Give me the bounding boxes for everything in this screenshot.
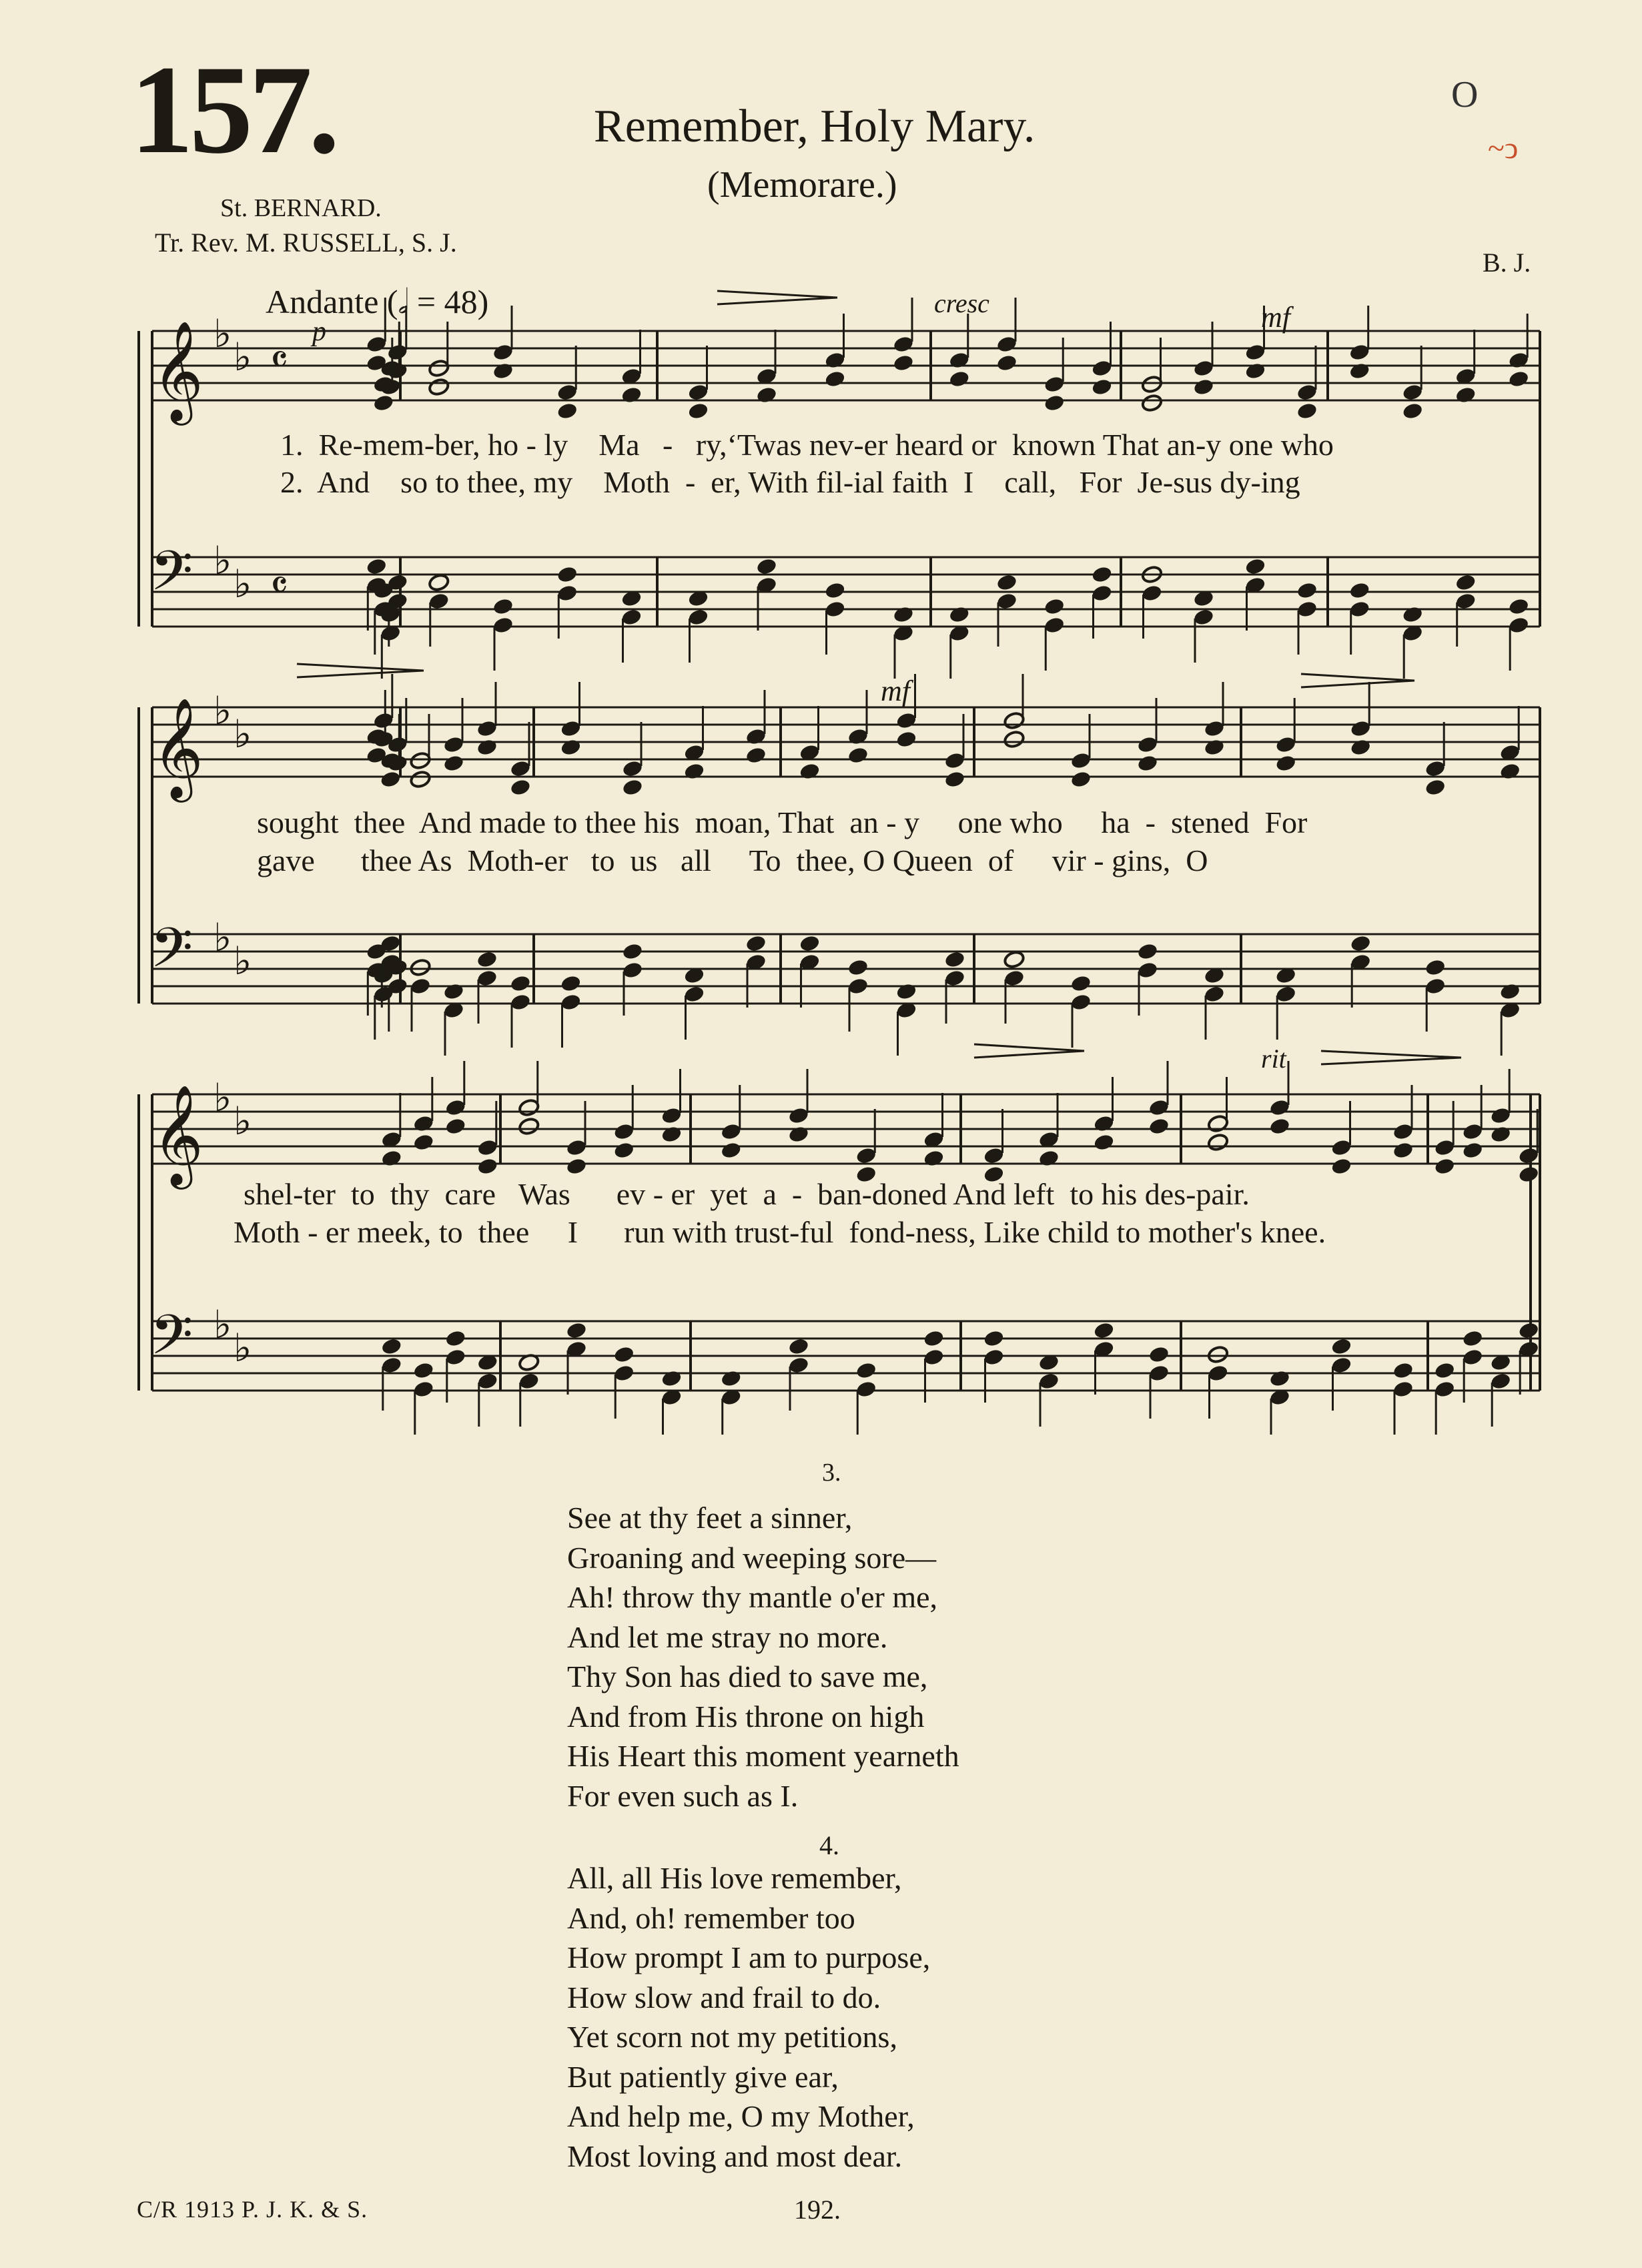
lyrics-system1-verse2: 2. And so to thee, my Moth - er, With fil-ial faith I call, For Je-sus dy-ing — [280, 465, 1300, 499]
note-bass-47 — [892, 605, 914, 624]
key-flat-1d: ♭ — [234, 562, 252, 606]
note-treble-122 — [476, 738, 498, 757]
note-bass-143 — [745, 934, 767, 953]
hairpin-3-lower — [1301, 681, 1414, 687]
note-treble-238 — [923, 1149, 945, 1168]
note-treble-58 — [1044, 394, 1066, 412]
bass-clef-3: 𝄢 — [150, 1302, 193, 1381]
note-treble-130 — [560, 738, 582, 757]
note-treble-142 — [745, 746, 767, 765]
note-treble-74 — [1244, 362, 1266, 380]
hairpin-4-lower — [974, 1051, 1084, 1058]
note-treble-246 — [1038, 1149, 1060, 1168]
note-treble-62 — [1091, 378, 1113, 396]
time-signature-bass: 𝄴 — [270, 562, 288, 609]
note-bass-87 — [1402, 605, 1424, 624]
note-treble-86 — [1402, 402, 1424, 420]
note-bass-79 — [1296, 581, 1318, 600]
note-treble-134 — [621, 778, 643, 797]
key-flat-3c: ♭ — [214, 1303, 232, 1347]
note-treble-158 — [943, 770, 965, 789]
note-treble-230 — [787, 1125, 809, 1144]
note-treble-114 — [409, 770, 431, 789]
note-bass-159 — [943, 950, 965, 969]
stanza-4-number: 4. — [819, 1830, 839, 1860]
note-treble-206 — [476, 1157, 498, 1176]
note-bass-131 — [560, 974, 582, 993]
note-treble-118 — [442, 754, 464, 773]
note-treble-146 — [799, 762, 821, 781]
note-bass-235 — [855, 1361, 877, 1380]
time-signature-treble: 𝄴 — [270, 337, 288, 384]
note-bass-91 — [1455, 573, 1477, 592]
note-bass-95 — [1508, 597, 1530, 616]
treble-clef-1: 𝄞 — [152, 320, 203, 421]
note-bass-27 — [556, 565, 578, 584]
note-bass-263 — [1268, 1369, 1290, 1388]
note-treble-250 — [1093, 1133, 1115, 1152]
hymn-subtitle: (Memorare.) — [707, 164, 897, 206]
key-flat-1c: ♭ — [214, 539, 232, 583]
key-flat-3a: ♭ — [214, 1076, 232, 1120]
note-bass-187 — [1424, 958, 1447, 977]
note-treble-258 — [1207, 1133, 1229, 1152]
note-treble-270 — [1392, 1141, 1414, 1160]
note-treble-154 — [895, 730, 917, 749]
note-treble-198 — [412, 1133, 434, 1152]
note-treble-42 — [824, 370, 846, 388]
note-treble-34 — [687, 402, 709, 420]
note-bass-39 — [755, 557, 777, 576]
note-bass-287 — [1518, 1321, 1540, 1340]
note-treble-126 — [509, 778, 531, 797]
note-bass-227 — [720, 1369, 742, 1388]
treble-clef-2: 𝄞 — [152, 697, 203, 798]
key-flat-2c: ♭ — [214, 916, 232, 960]
note-bass-231 — [787, 1337, 809, 1356]
note-treble-222 — [661, 1125, 683, 1144]
hairpin-1-lower — [717, 298, 837, 304]
note-treble-162 — [1003, 730, 1025, 749]
hairpin-2-upper — [297, 664, 424, 671]
dynamic-rit: rit — [1261, 1044, 1286, 1074]
pencil-circle-mark: O — [1451, 74, 1479, 115]
composer-credit: B. J. — [1483, 248, 1531, 278]
lyrics-system2-verse1: sought thee And made to thee his moan, That an - y one who ha - stened For — [257, 805, 1308, 839]
note-bass-191 — [1499, 982, 1521, 1001]
red-ink-mark: ~ↄ — [1488, 131, 1519, 165]
lyrics-system1-verse1: 1. Re-mem-ber, ho - ly Ma - ry,‘Twas nev-er heard or known That an-y one who — [280, 428, 1334, 462]
note-treble-174 — [1203, 738, 1225, 757]
copyright-notice: C/R 1913 P. J. K. & S. — [137, 2196, 368, 2223]
note-treble-22 — [492, 362, 514, 380]
note-treble-210 — [518, 1117, 540, 1136]
translator-credit: Tr. Rev. M. RUSSELL, S. J. — [155, 228, 457, 258]
author-credit: St. BERNARD. — [220, 194, 382, 222]
note-bass-255 — [1148, 1345, 1170, 1364]
note-bass-127 — [509, 974, 531, 993]
note-bass-183 — [1350, 934, 1372, 953]
note-bass-239 — [923, 1329, 945, 1348]
hairpin-2-lower — [297, 671, 424, 677]
hairpin-3-upper — [1301, 674, 1414, 681]
note-treble-286 — [1518, 1165, 1540, 1184]
note-bass-75 — [1244, 557, 1266, 576]
note-treble-50 — [948, 370, 970, 388]
note-treble-218 — [613, 1141, 635, 1160]
lyrics-system3-verse1: shel-ter to thy care Was ev - er yet a - ban-doned And left to his des-pair. — [244, 1177, 1250, 1211]
key-flat-1b: ♭ — [234, 336, 252, 379]
note-treble-30 — [621, 386, 643, 404]
note-treble-166 — [1070, 770, 1092, 789]
bass-clef-1: 𝄢 — [150, 538, 193, 617]
note-treble-38 — [755, 386, 777, 404]
note-treble-54 — [995, 354, 1017, 372]
bass-clef-2: 𝄢 — [150, 915, 193, 994]
note-treble-282 — [1490, 1125, 1512, 1144]
note-treble-18 — [428, 378, 450, 396]
note-bass-83 — [1348, 581, 1370, 600]
note-bass-59 — [1044, 597, 1066, 616]
note-treble-138 — [683, 762, 705, 781]
note-bass-203 — [444, 1329, 466, 1348]
hairpin-1-upper — [717, 291, 837, 298]
note-bass-271 — [1392, 1361, 1414, 1380]
note-treble-90 — [1455, 386, 1477, 404]
note-treble-202 — [444, 1117, 466, 1136]
dynamic-cresc: cresc — [934, 288, 989, 318]
dynamic-mf-2: mf — [881, 675, 910, 707]
note-bass-195 — [380, 1337, 402, 1356]
note-treble-26 — [556, 402, 578, 420]
note-bass-259 — [1207, 1345, 1229, 1364]
note-treble-78 — [1296, 402, 1318, 420]
note-bass-219 — [613, 1345, 635, 1364]
hairpin-5-lower — [1321, 1058, 1461, 1064]
note-bass-119 — [442, 982, 464, 1001]
dynamic-mf-1: mf — [1261, 301, 1290, 334]
key-flat-2d: ♭ — [234, 939, 252, 983]
stanza-3-number: 3. — [822, 1459, 841, 1487]
note-bass-123 — [476, 950, 498, 969]
note-bass-63 — [1091, 565, 1113, 584]
note-bass-23 — [492, 597, 514, 616]
note-bass-167 — [1070, 974, 1092, 993]
key-flat-3b: ♭ — [234, 1100, 252, 1143]
note-treble-254 — [1148, 1117, 1170, 1136]
treble-clef-3: 𝄞 — [152, 1084, 203, 1185]
note-treble-278 — [1462, 1141, 1484, 1160]
note-treble-66 — [1141, 394, 1163, 412]
note-bass-55 — [995, 573, 1017, 592]
note-treble-262 — [1268, 1117, 1290, 1136]
note-treble-182 — [1350, 738, 1372, 757]
stanza-4-text: All, all His love remember, And, oh! remember too How prompt I am to purpose, How slow and frail to do. Yet scorn not my petitions, But patiently give ear, And help me, O my Mother, Most loving and most dear. — [567, 1861, 931, 2173]
note-bass-215 — [565, 1321, 587, 1340]
note-bass-199 — [412, 1361, 434, 1380]
note-treble-70 — [1192, 378, 1214, 396]
hairpin-5-upper — [1321, 1051, 1461, 1058]
note-bass-243 — [983, 1329, 1005, 1348]
note-bass-275 — [1434, 1361, 1456, 1380]
note-bass-163 — [1003, 950, 1025, 969]
hymn-number: 157. — [130, 40, 336, 180]
note-treble-82 — [1348, 362, 1370, 380]
note-treble-6 — [372, 394, 394, 412]
note-bass-3 — [366, 557, 388, 576]
key-flat-3d: ♭ — [234, 1327, 252, 1370]
note-treble-226 — [720, 1141, 742, 1160]
note-bass-19 — [428, 573, 450, 592]
stanza-3-text: See at thy feet a sinner, Groaning and weeping sore— Ah! throw thy mantle o'er me, And let me stray no more. Thy Son has died to save me, And from His throne on high His Heart this moment yearneth For even such as I. — [567, 1501, 959, 1813]
tempo-marking: Andante (𝅗𝅥 = 48) — [266, 283, 489, 320]
note-bass-223 — [661, 1369, 683, 1388]
hymn-title: Remember, Holy Mary. — [594, 101, 1036, 152]
note-treble-194 — [380, 1149, 402, 1168]
lyrics-system2-verse2: gave thee As Moth-er to us all To thee, O Queen of vir - gins, O — [257, 843, 1208, 877]
note-bass-171 — [1136, 942, 1158, 961]
note-bass-279 — [1462, 1329, 1484, 1348]
note-bass-151 — [847, 958, 869, 977]
note-treble-266 — [1330, 1157, 1352, 1176]
note-treble-94 — [1508, 370, 1530, 388]
key-flat-2b: ♭ — [234, 713, 252, 756]
key-flat-1a: ♭ — [214, 312, 232, 356]
note-treble-170 — [1136, 754, 1158, 773]
note-treble-46 — [892, 354, 914, 372]
page-number: 192. — [794, 2195, 841, 2225]
note-bass-135 — [621, 942, 643, 961]
note-bass-267 — [1330, 1337, 1352, 1356]
note-treble-274 — [1434, 1157, 1456, 1176]
note-bass-251 — [1093, 1321, 1115, 1340]
note-bass-115 — [409, 958, 431, 977]
note-treble-106 — [380, 770, 402, 789]
dynamic-p: p — [312, 316, 326, 347]
note-bass-147 — [799, 934, 821, 953]
note-treble-150 — [847, 746, 869, 765]
note-bass-43 — [824, 581, 846, 600]
hairpin-4-upper — [974, 1044, 1084, 1051]
note-treble-178 — [1275, 754, 1297, 773]
note-treble-214 — [565, 1157, 587, 1176]
note-treble-186 — [1424, 778, 1447, 797]
lyrics-system3-verse2: Moth - er meek, to thee I run with trust-ful fond-ness, Like child to mother's knee. — [234, 1215, 1326, 1249]
key-flat-2a: ♭ — [214, 689, 232, 733]
note-treble-190 — [1499, 762, 1521, 781]
note-bass-51 — [948, 605, 970, 624]
note-bass-155 — [895, 982, 917, 1001]
